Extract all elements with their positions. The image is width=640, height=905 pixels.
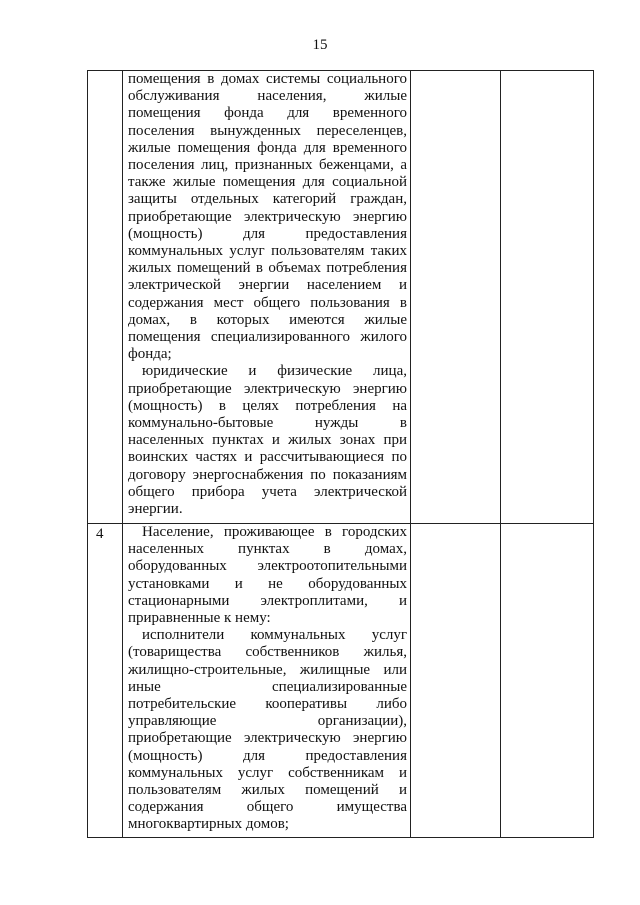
description-paragraph: юридические и физические лица, приобретающие электрическую энергию (мощность) в целях потребления на коммунально-бытовые нужды в населенных пунктах и жилых зонах при воинских частях и рассчитывающиеся по договору энергоснабжения по показаниям общего прибора учета электрической энергии. <box>128 363 407 518</box>
table-row <box>88 524 594 838</box>
page-number: 15 <box>312 37 328 53</box>
empty-cell <box>411 524 501 838</box>
description-paragraph: помещения в домах системы социального обслуживания населения, жилые помещения фонда для временного поселения вынужденных переселенцев, жилые помещения фонда для временного поселения лиц, признанных беженцами, а также жилые помещения для социальной защиты отдельных категорий граждан, приобретающие электрическую энергию (мощность) для предоставления коммунальных услуг пользователям таких жилых помещений в объемах потребления электрической энергии населением и содержания мест общего пользования в домах, в которых имеются жилые помещения специализированного жилого фонда; <box>128 71 407 363</box>
description-cell <box>123 524 411 838</box>
row-number-cell <box>88 71 123 524</box>
tariff-table <box>87 70 594 838</box>
row-number-cell <box>88 524 123 838</box>
description-paragraph: исполнители коммунальных услуг (товарищества собственников жилья, жилищно-строительные, жилищные или иные специализированные потребительские кооперативы либо управляющие организации), приобретающие электрическую энергию (мощность) для предоставления коммунальных услуг собственникам и пользователям жилых помещений и содержания общего имущества многоквартирных домов; <box>128 627 407 833</box>
empty-cell <box>411 71 501 524</box>
row-number <box>88 71 122 73</box>
empty-cell <box>501 524 594 838</box>
row-number: 4 <box>96 526 104 542</box>
description-cell <box>123 71 411 524</box>
description-paragraph: Население, проживающее в городских населенных пунктах в домах, оборудованных электроотопительными установками и не оборудованных стационарными электроплитами, и приравненные к нему: <box>128 524 407 627</box>
table-row <box>88 71 594 524</box>
empty-cell <box>501 71 594 524</box>
